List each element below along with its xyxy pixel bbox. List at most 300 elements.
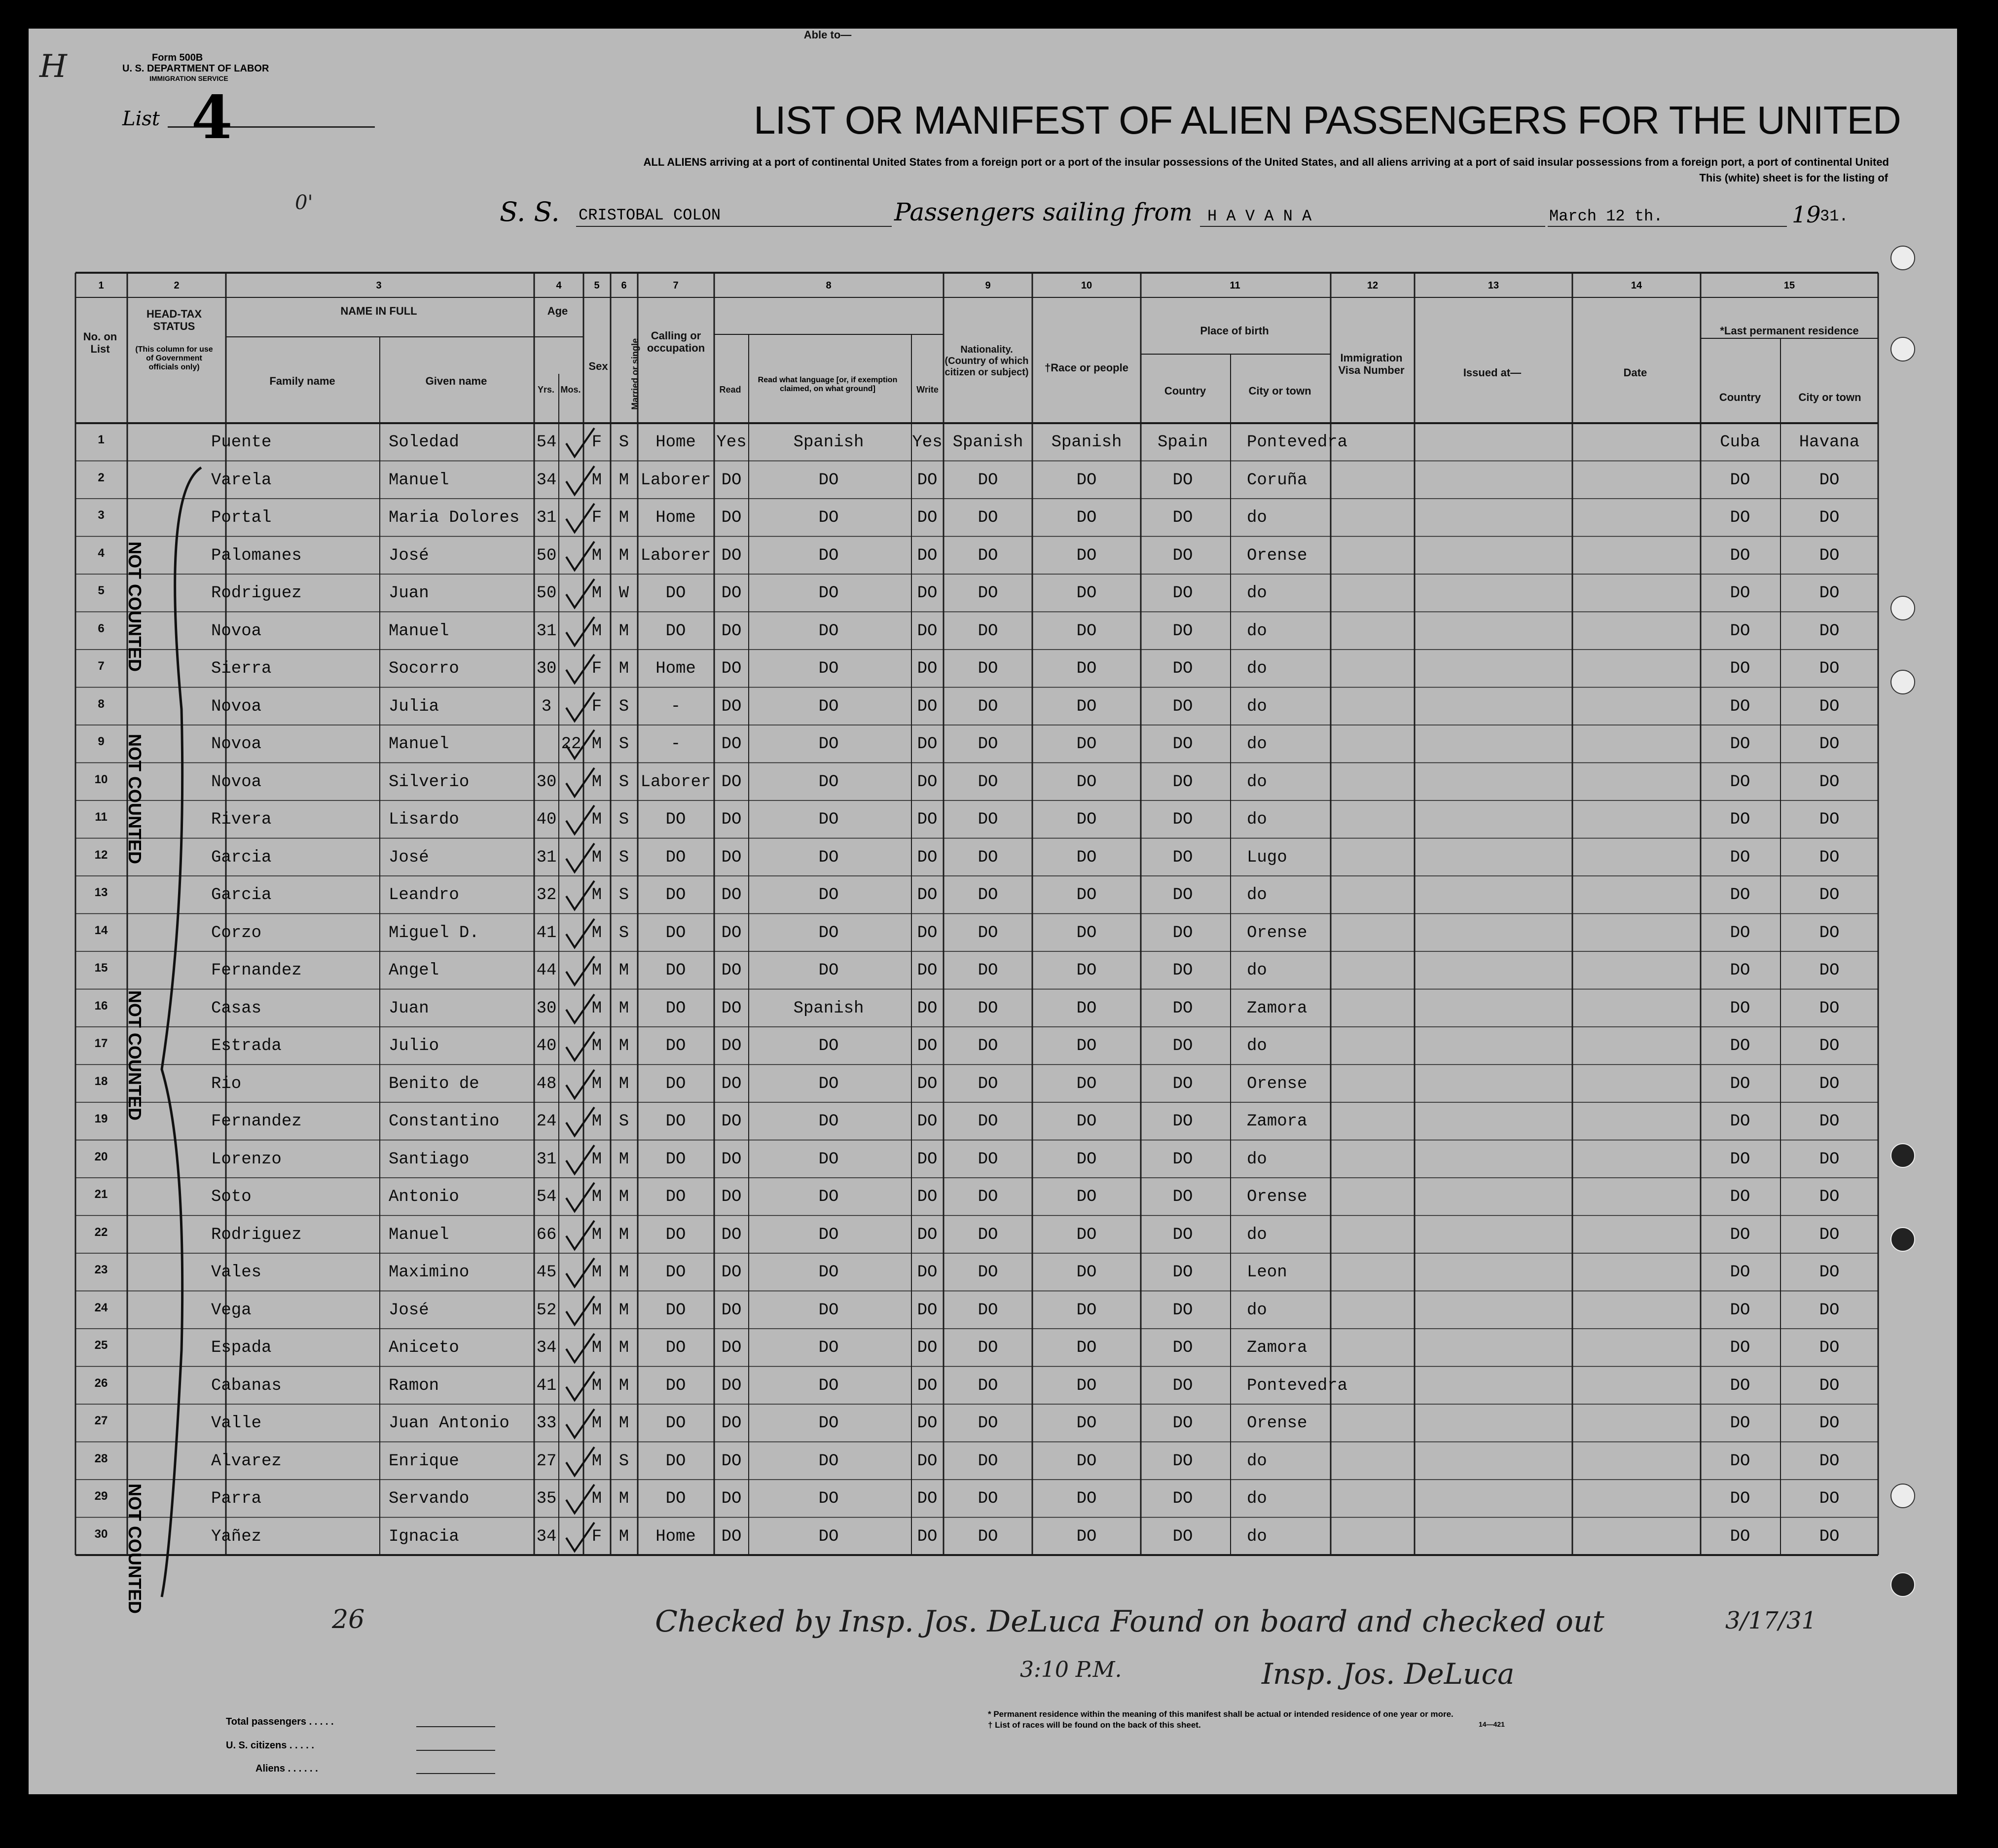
count-annotation: 26 [332,1605,365,1634]
header-last-residence: *Last permanent residence [1720,325,1859,337]
birth-city: Zamora [1247,1339,1308,1357]
calling: Home [655,508,696,527]
birth-country: DO [1172,546,1193,565]
family-name: Vales [211,1263,262,1282]
given-name: Ramon [389,1376,439,1395]
row-number: 3 [98,508,105,522]
sex: M [591,1225,602,1244]
marital-status: M [618,621,629,641]
res-city: DO [1819,621,1840,641]
write: DO [917,659,938,678]
family-name: Novoa [211,697,262,716]
family-name: Espada [211,1339,272,1357]
age-years: 45 [536,1263,557,1282]
res-country: DO [1730,1074,1750,1093]
header-read: Read [719,385,741,395]
ship-name: CRISTOBAL COLON [579,206,721,224]
calling: Home [655,659,696,678]
res-city: DO [1819,999,1840,1018]
birth-city: Zamora [1247,999,1308,1018]
family-name: Soto [211,1188,252,1206]
age-years: 50 [536,546,557,565]
res-country: DO [1730,546,1750,565]
aliens-line [416,1773,495,1774]
header-given-name: Given name [425,375,487,387]
bracket-mark [142,463,211,1607]
res-country: DO [1730,1263,1750,1282]
res-country: DO [1730,584,1750,603]
marital-status: M [618,1301,629,1320]
read: DO [721,772,742,792]
write: DO [917,1150,938,1169]
read: DO [721,1188,742,1206]
calling: Laborer [640,546,711,565]
age-years: 44 [536,961,557,980]
row-number: 9 [98,735,105,748]
birth-country: DO [1172,508,1193,527]
res-city: DO [1819,1527,1840,1546]
footnote-races: † List of races will be found on the back of this sheet. [988,1720,1201,1730]
read: DO [721,1150,742,1169]
binder-hole [1890,670,1915,694]
age-years: 48 [536,1074,557,1093]
res-country: DO [1730,1225,1750,1244]
family-name: Corzo [211,923,262,942]
age-years: 34 [536,471,557,490]
sex: M [591,1263,602,1282]
nationality: DO [978,1376,998,1395]
family-name: Yañez [211,1527,262,1546]
family-name: Fernandez [211,961,302,980]
read-language: DO [818,508,839,527]
not-counted-stamp-1: NOT COUNTED [125,542,145,672]
header-age: Age [547,305,568,317]
nationality: DO [978,1414,998,1433]
row-number: 20 [94,1150,108,1163]
calling: DO [665,923,686,942]
sex: M [591,923,602,942]
read-language: DO [818,1263,839,1282]
race: DO [1076,1037,1097,1055]
check-mark [564,502,598,536]
write: DO [917,810,938,829]
family-name: Novoa [211,735,262,754]
calling: DO [665,1188,686,1206]
read-language: DO [818,1489,839,1508]
calling: DO [665,1489,686,1508]
calling: DO [665,886,686,905]
check-mark [564,1068,598,1102]
given-name: Manuel [389,1225,449,1244]
family-name: Varela [211,471,272,490]
nationality: DO [978,772,998,792]
nationality: DO [978,697,998,716]
age-years: 30 [536,659,557,678]
write: DO [917,1263,938,1282]
column-number: 14 [1631,280,1642,291]
birth-country: DO [1172,1188,1193,1206]
marital-status: M [618,1150,629,1169]
header-place-of-birth: Place of birth [1200,325,1269,337]
check-mark [564,879,598,913]
birth-country: DO [1172,999,1193,1018]
row-number: 15 [94,961,108,975]
check-mark [564,577,598,612]
res-country: DO [1730,1527,1750,1546]
birth-city: Leon [1247,1263,1287,1282]
given-name: Socorro [389,659,459,678]
header-yrs: Yrs. [537,385,555,395]
nationality: DO [978,1489,998,1508]
sex: F [591,659,602,678]
race: DO [1076,923,1097,942]
marital-status: S [618,697,629,716]
total-passengers-label: Total passengers . . . . . [226,1716,334,1727]
column-number: 10 [1081,280,1092,291]
binder-hole [1890,1227,1915,1252]
header-date: Date [1623,366,1647,379]
read: DO [721,1225,742,1244]
year-suffix: 31. [1820,207,1849,225]
family-name: Fernandez [211,1112,302,1131]
row-number: 30 [94,1527,108,1541]
given-name: José [389,1301,429,1320]
sex: F [591,508,602,527]
given-name: Angel [389,961,439,980]
subtitle-line-1: ALL ALIENS arriving at a port of continental United States from a foreign port or a port of the insular possessions of the United States, and all aliens arriving at a port of said insular possessions from a foreign port, a port of continental United [643,156,1889,168]
nationality: DO [978,735,998,754]
race: DO [1076,961,1097,980]
birth-city: Orense [1247,1074,1308,1093]
race: DO [1076,1527,1097,1546]
write: DO [917,735,938,754]
birth-city: Coruña [1247,471,1308,490]
race: DO [1076,1489,1097,1508]
age-years: 34 [536,1339,557,1357]
sex: M [591,1188,602,1206]
res-country: DO [1730,886,1750,905]
read-language: DO [818,1527,839,1546]
read-language: Spanish [793,433,864,452]
birth-country: DO [1172,772,1193,792]
res-country: Cuba [1720,433,1760,452]
column-number: 7 [673,280,679,291]
age-years: 66 [536,1225,557,1244]
write: DO [917,508,938,527]
header-race: †Race or people [1045,362,1128,374]
read: DO [721,961,742,980]
header-calling: Calling or occupation [647,329,705,355]
write: DO [917,584,938,603]
read: DO [721,659,742,678]
sex: M [591,1414,602,1433]
check-mark [564,652,598,687]
birth-city: do [1247,621,1267,641]
marital-status: W [618,584,629,603]
column-number: 4 [556,280,562,291]
res-city: DO [1819,659,1840,678]
res-country: DO [1730,810,1750,829]
nationality: DO [978,886,998,905]
calling: Home [655,1527,696,1546]
row-number: 7 [98,659,105,673]
family-name: Cabanas [211,1376,282,1395]
write: DO [917,1376,938,1395]
given-name: Aniceto [389,1339,459,1357]
race: DO [1076,471,1097,490]
calling: - [670,735,681,754]
age-years: 33 [536,1414,557,1433]
read-language: DO [818,1112,839,1131]
birth-country: DO [1172,1527,1193,1546]
res-city: DO [1819,886,1840,905]
check-mark [564,464,598,499]
row-number: 19 [94,1112,108,1125]
family-name: Rodriguez [211,584,302,603]
departure-port: H A V A N A [1207,207,1312,225]
sex: F [591,433,602,452]
res-city: DO [1819,810,1840,829]
header-able-to: Able to— [803,29,852,41]
nationality: DO [978,1074,998,1093]
calling: DO [665,999,686,1018]
department-name: U. S. DEPARTMENT OF LABOR [122,63,269,74]
column-number: 1 [98,280,104,291]
age-years: 30 [536,772,557,792]
sailing-label: Passengers sailing from [894,198,1193,226]
marital-status: M [618,471,629,490]
check-mark [564,1143,598,1178]
check-mark [564,1445,598,1480]
birth-city: do [1247,1527,1267,1546]
check-mark [564,954,598,989]
race: DO [1076,697,1097,716]
marital-status: S [618,923,629,942]
age-years: 31 [536,508,557,527]
birth-city: do [1247,697,1267,716]
marital-status: M [618,546,629,565]
family-name: Rivera [211,810,272,829]
age-years: 3 [541,697,552,716]
birth-country: DO [1172,1112,1193,1131]
family-name: Parra [211,1489,262,1508]
marital-status: M [618,1225,629,1244]
res-country: DO [1730,697,1750,716]
check-mark [564,1256,598,1291]
write: DO [917,1112,938,1131]
service-name: IMMIGRATION SERVICE [149,74,228,82]
row-number: 5 [98,584,105,597]
calling: DO [665,1301,686,1320]
nationality: DO [978,584,998,603]
check-mark [564,1483,598,1517]
calling: DO [665,848,686,867]
column-number: 5 [594,280,600,291]
read: DO [721,1301,742,1320]
res-country: DO [1730,1301,1750,1320]
header-issued-at: Issued at— [1463,366,1522,379]
given-name: Soledad [389,433,459,452]
race: DO [1076,735,1097,754]
nationality: Spanish [952,433,1023,452]
birth-city: do [1247,584,1267,603]
binder-hole [1890,1572,1915,1597]
given-name: Benito de [389,1074,479,1093]
sex: M [591,1074,602,1093]
nationality: DO [978,1037,998,1055]
family-name: Alvarez [211,1451,282,1471]
marital-status: S [618,735,629,754]
marital-status: M [618,1376,629,1395]
given-name: Maria Dolores [389,508,520,527]
res-country: DO [1730,1489,1750,1508]
read: DO [721,546,742,565]
sex: M [591,1451,602,1471]
race: DO [1076,886,1097,905]
column-number: 9 [985,280,991,291]
given-name: Maximino [389,1263,470,1282]
read-language: DO [818,1188,839,1206]
check-mark [564,1332,598,1366]
calling: Laborer [640,772,711,792]
row-number: 18 [94,1074,108,1088]
corner-mark: H [39,48,67,85]
race: DO [1076,1376,1097,1395]
write: DO [917,999,938,1018]
read-language: DO [818,546,839,565]
nationality: DO [978,1527,998,1546]
footnote-residence: * Permanent residence within the meaning of this manifest shall be actual or intended residence of one year or more. [988,1709,1453,1719]
race: DO [1076,1188,1097,1206]
age-years: 30 [536,999,557,1018]
marital-status: M [618,1339,629,1357]
calling: DO [665,1339,686,1357]
sex: M [591,1301,602,1320]
read-language: DO [818,697,839,716]
res-country: DO [1730,1451,1750,1471]
read-language: DO [818,1150,839,1169]
birth-country: DO [1172,1414,1193,1433]
birth-country: DO [1172,961,1193,980]
sex: M [591,961,602,980]
birth-country: DO [1172,735,1193,754]
column-number: 2 [174,280,180,291]
read: DO [721,1451,742,1471]
read-language: DO [818,1414,839,1433]
row-number: 17 [94,1037,108,1050]
res-city: DO [1819,1225,1840,1244]
family-name: Casas [211,999,262,1018]
calling: DO [665,1451,686,1471]
race: DO [1076,546,1097,565]
family-name: Estrada [211,1037,282,1055]
age-years: 27 [536,1451,557,1471]
read-language: DO [818,886,839,905]
row-number: 11 [95,810,108,824]
res-country: DO [1730,659,1750,678]
age-years: 52 [536,1301,557,1320]
race: DO [1076,999,1097,1018]
res-country: DO [1730,735,1750,754]
res-country: DO [1730,923,1750,942]
row-number: 21 [94,1188,108,1201]
write: DO [917,848,938,867]
write: DO [917,1037,938,1055]
total-passengers-line [416,1726,495,1727]
given-name: Santiago [389,1150,470,1169]
age-months: 22 [561,735,581,754]
read-language: DO [818,471,839,490]
marital-status: M [618,1527,629,1546]
us-citizens-label: U. S. citizens . . . . . [226,1740,314,1751]
res-city: DO [1819,1376,1840,1395]
race: DO [1076,810,1097,829]
sex: M [591,735,602,754]
res-city: DO [1819,1263,1840,1282]
given-name: Juan [389,584,429,603]
nationality: DO [978,471,998,490]
calling: DO [665,1150,686,1169]
read-language: DO [818,1451,839,1471]
header-family-name: Family name [269,375,335,387]
given-name: Lisardo [389,810,459,829]
not-counted-stamp-2: NOT COUNTED [125,734,145,864]
subtitle-line-2: This (white) sheet is for the listing of [1699,172,1888,184]
column-number: 8 [826,280,832,291]
read-language: DO [818,923,839,942]
header-mos: Mos. [560,385,581,395]
nationality: DO [978,546,998,565]
write: DO [917,923,938,942]
res-city: DO [1819,546,1840,565]
header-sex: Sex [588,360,608,372]
header-read-language: Read what language [or, if exemption claimed, on what ground] [758,376,898,393]
res-country: DO [1730,1414,1750,1433]
aliens-label: Aliens . . . . . . [255,1763,318,1774]
given-name: Servando [389,1489,470,1508]
read-language: DO [818,772,839,792]
nationality: DO [978,1150,998,1169]
header-nationality: Nationality. (Country of which citizen or subject) [945,344,1029,378]
given-name: Ignacia [389,1527,459,1546]
nationality: DO [978,1301,998,1320]
res-city: DO [1819,1112,1840,1131]
given-name: Constantino [389,1112,500,1131]
nationality: DO [978,508,998,527]
nationality: DO [978,659,998,678]
marital-status: S [618,433,629,452]
row-number: 1 [98,433,105,446]
res-country: DO [1730,1112,1750,1131]
sex: F [591,1527,602,1546]
row-number: 16 [94,999,108,1013]
header-name-in-full: NAME IN FULL [340,305,417,317]
res-country: DO [1730,1339,1750,1357]
nationality: DO [978,923,998,942]
res-city: DO [1819,1188,1840,1206]
family-name: Garcia [211,886,272,905]
header-married: Married or single [630,338,640,410]
read: DO [721,1263,742,1282]
res-city: DO [1819,471,1840,490]
check-mark [564,917,598,951]
column-number: 6 [621,280,627,291]
marital-status: S [618,772,629,792]
header-birth-city: City or town [1248,385,1311,397]
given-name: José [389,848,429,867]
birth-country: DO [1172,1263,1193,1282]
given-name: Juan [389,999,429,1018]
